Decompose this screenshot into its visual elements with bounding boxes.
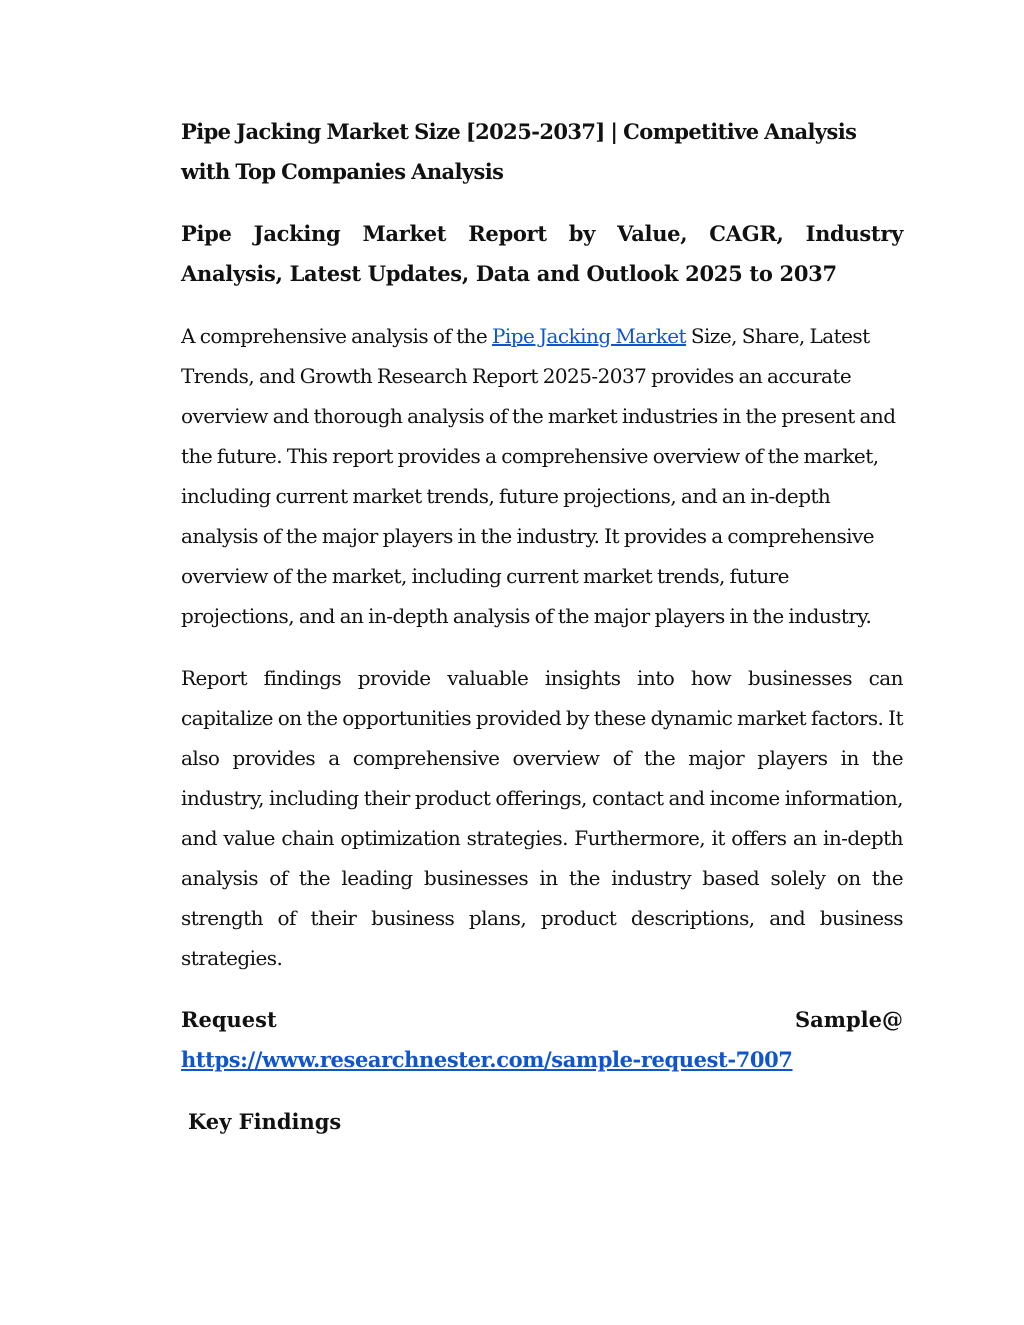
sample-request-link[interactable]: https://www.researchnester.com/sample-request-7007 — [181, 1047, 793, 1072]
document-subtitle: Pipe Jacking Market Report by Value, CAGR, Industry Analysis, Latest Updates, Data and Outlook 2025 to 2037 — [181, 221, 903, 286]
request-label: Request — [181, 1007, 277, 1032]
key-findings-heading: Key Findings — [188, 1109, 342, 1134]
request-url-line — [181, 1040, 903, 1080]
document-title: Pipe Jacking Market Size [2025-2037] | Competitive Analysis with Top Companies Analysis — [181, 119, 857, 184]
document-page — [181, 112, 903, 1163]
intro-text-before-link: A comprehensive analysis of the — [181, 324, 492, 348]
intro-paragraph — [181, 316, 903, 636]
pipe-jacking-market-link[interactable]: Pipe Jacking Market — [491, 324, 687, 348]
findings-paragraph: Report findings provide valuable insights into how businesses can capitalize on the opportunities provided by these dynamic market factors. It also provides a comprehensive overview of the major players in the industry, including their product offerings, contact and income information, and value chain optimization strategies. Furthermore, it offers an in-depth analysis of the leading businesses in the industry based solely on the strength of their business plans, product descriptions, and business strategies. — [181, 666, 904, 970]
request-sample-row — [181, 1000, 903, 1040]
intro-text-after-link: Size, Share, Latest Trends, and Growth Research Report 2025-2037 provides an accurate overview and thorough analysis of the market industries in the present and the future. This report provides a comprehensive overview of the market, including current market trends, future projections, and an in-depth analysis of the major players in the industry. It provides a comprehensive overview of the market, including current market trends, future projections, and an in-depth analysis of the major players in the industry. — [181, 324, 896, 628]
sample-label: Sample@ — [794, 1007, 903, 1032]
